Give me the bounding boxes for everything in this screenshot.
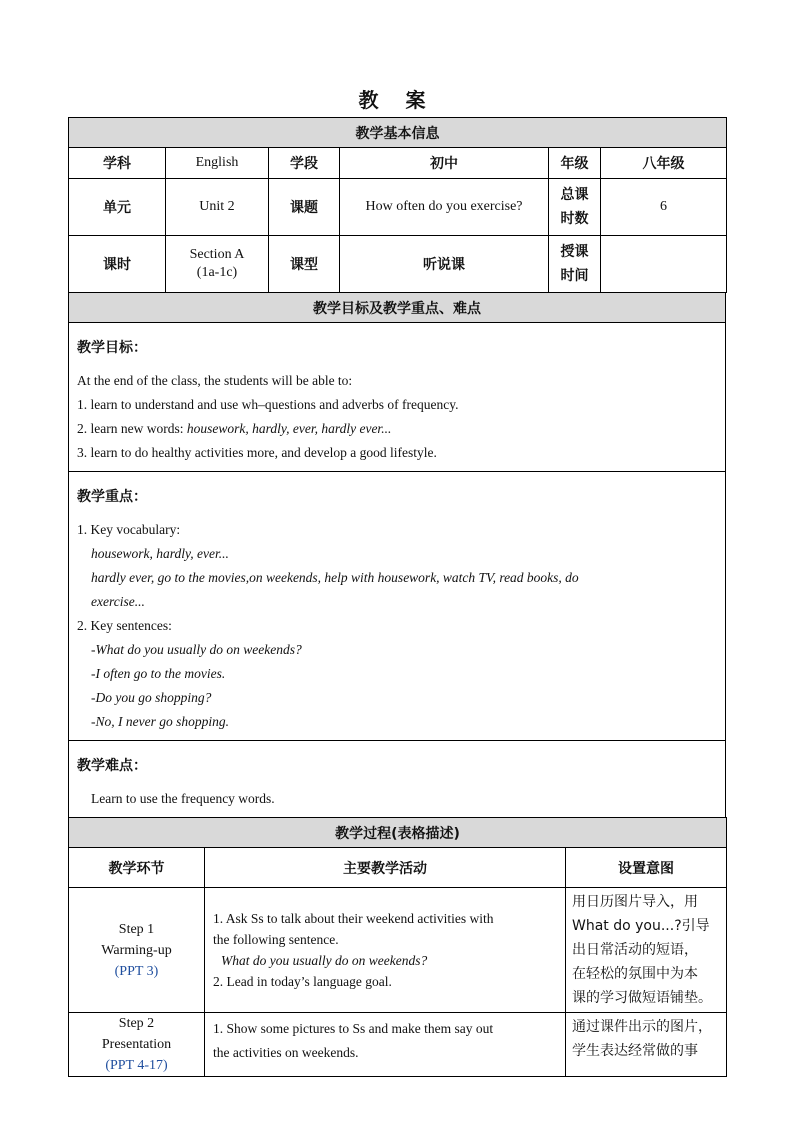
goal-2-words: housework, hardly, ever, hardly ever... [186, 421, 392, 436]
key-points-heading: 教学重点： [77, 489, 147, 505]
period-value [166, 236, 269, 293]
key-sentences-label: 2. Key sentences: [77, 618, 172, 633]
step-1-activity-line4: 2. Lead in today’s language goal. [213, 974, 392, 989]
period-value-line1: Section A [189, 247, 245, 262]
process-table [68, 817, 727, 1077]
table-row [69, 1013, 727, 1077]
key-vocab-line-3: exercise... [91, 594, 145, 609]
col-activity-header: 主要教学活动 [205, 848, 566, 888]
grade-value: 八年级 [601, 148, 727, 179]
stage-value: 初中 [340, 148, 549, 179]
teaching-goals-cell [69, 323, 726, 472]
step-2-stage: Presentation [101, 1037, 172, 1052]
document-title: 教 案 [358, 88, 436, 112]
objectives-table [68, 292, 726, 818]
step-1-intent-line1: 用日历图片导入，用 [572, 894, 698, 910]
key-points-cell [69, 472, 726, 741]
stage-label: 学段 [269, 148, 340, 179]
key-sentence-4: -No, I never go shopping. [91, 714, 229, 729]
lesson-type-label: 课型 [269, 236, 340, 293]
process-header: 教学过程(表格描述) [69, 818, 727, 848]
step-1-stage: Warming-up [101, 942, 172, 958]
total-periods-label-line1: 总课 [560, 187, 589, 203]
step-1-activity-line2: the following sentence. [213, 932, 339, 947]
step-2-activity-line2: the activities on weekends. [213, 1045, 359, 1060]
step-1-activity-line1: 1. Ask Ss to talk about their weekend activities with [213, 911, 494, 926]
lesson-plan-table [68, 117, 726, 1077]
step-2-intent [566, 1013, 727, 1077]
topic-label: 课题 [269, 179, 340, 236]
col-stage-header: 教学环节 [69, 848, 205, 888]
period-label: 课时 [69, 236, 166, 293]
key-sentence-2: -I often go to the movies. [91, 666, 226, 681]
table-row [69, 888, 727, 1013]
basic-info-table [68, 117, 727, 293]
difficult-points-text: Learn to use the frequency words. [91, 791, 275, 806]
step-2-number: Step 2 [118, 1016, 155, 1031]
key-vocab-line-1: housework, hardly, ever... [91, 546, 229, 561]
goals-intro: At the end of the class, the students will be able to: [77, 373, 353, 388]
key-vocab-label: 1. Key vocabulary: [77, 522, 181, 537]
step-1-intent-line3: 出日常活动的短语， [572, 942, 698, 958]
unit-label: 单元 [69, 179, 166, 236]
goal-2 [77, 417, 717, 441]
basic-info-header: 教学基本信息 [69, 118, 727, 148]
total-periods-label [549, 179, 601, 236]
teaching-time-value [601, 236, 727, 293]
step-1-intent-line5: 课的学习做短语铺垫。 [572, 990, 712, 1006]
step-1-number: Step 1 [118, 921, 155, 937]
step-2-cell [69, 1013, 205, 1077]
goal-3: 3. learn to do healthy activities more, and develop a good lifestyle. [77, 445, 437, 460]
key-sentence-1: -What do you usually do on weekends? [91, 642, 302, 657]
objectives-header: 教学目标及教学重点、难点 [69, 293, 726, 323]
goal-1: 1. learn to understand and use wh–questions and adverbs of frequency. [77, 397, 459, 412]
teaching-goals-heading: 教学目标： [77, 340, 147, 356]
key-sentence-3: -Do you go shopping? [91, 690, 212, 705]
step-1-intent-line4: 在轻松的氛围中为本 [572, 966, 698, 982]
subject-value: English [166, 148, 269, 179]
teaching-time-label-line2: 时间 [560, 268, 589, 284]
difficult-points-heading: 教学难点： [77, 758, 147, 774]
difficult-points-cell [69, 741, 726, 818]
col-intent-header: 设置意图 [566, 848, 727, 888]
step-2-activities [205, 1013, 566, 1077]
topic-value: How often do you exercise? [340, 179, 549, 236]
step-1-ppt: (PPT 3) [114, 963, 159, 979]
step-1-activity-line3: What do you usually do on weekends? [221, 953, 428, 968]
teaching-time-label [549, 236, 601, 293]
step-1-activities [205, 888, 566, 1013]
teaching-time-label-line1: 授课 [560, 244, 589, 260]
period-value-line2: (1a-1c) [196, 265, 238, 280]
total-periods-value: 6 [601, 179, 727, 236]
grade-label: 年级 [549, 148, 601, 179]
step-2-intent-line2: 学生表达经常做的事 [572, 1043, 698, 1059]
step-1-intent [566, 888, 727, 1013]
total-periods-label-line2: 时数 [560, 211, 589, 227]
key-vocab-line-2: hardly ever, go to the movies,on weekends, help with housework, watch TV, read books, do [91, 570, 579, 585]
step-2-activity-line1: 1. Show some pictures to Ss and make them say out [213, 1021, 494, 1036]
subject-label: 学科 [69, 148, 166, 179]
step-2-intent-line1: 通过课件出示的图片， [572, 1019, 712, 1035]
step-1-cell [69, 888, 205, 1013]
lesson-type-value: 听说课 [340, 236, 549, 293]
goal-2-prefix: 2. learn new words: [77, 421, 187, 436]
step-1-intent-line2: What do you...?引导 [572, 918, 710, 934]
unit-value: Unit 2 [166, 179, 269, 236]
step-2-ppt: (PPT 4-17) [105, 1058, 168, 1073]
